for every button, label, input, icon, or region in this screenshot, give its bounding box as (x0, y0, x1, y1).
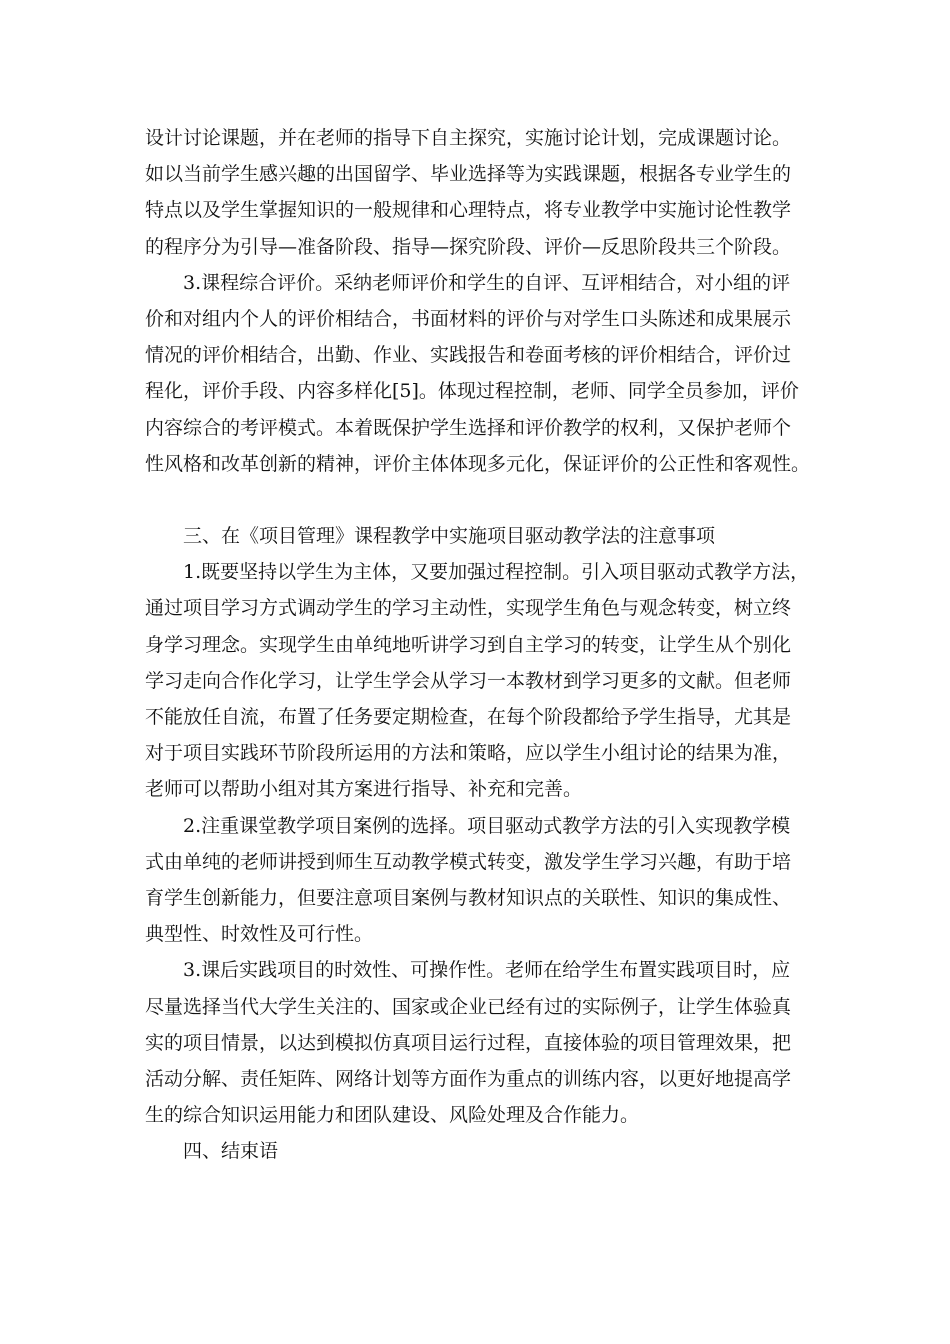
paragraph-practice-projects (145, 952, 835, 1133)
text-line: 对于项目实践环节阶段所运用的方法和策略，应以学生小组讨论的结果为准， (145, 742, 792, 765)
text-line: 3.课程综合评价。采纳老师评价和学生的自评、互评相结合，对小组的评 (183, 271, 791, 294)
text-line: 身学习理念。实现学生由单纯地听讲学习到自主学习的转变，让学生从个别化 (145, 633, 792, 656)
text-line: 通过项目学习方式调动学生的学习主动性，实现学生角色与观念转变，树立终 (145, 597, 792, 620)
text-line: 2.注重课堂教学项目案例的选择。项目驱动式教学方法的引入实现教学模 (183, 814, 791, 837)
text-line: 育学生创新能力，但要注意项目案例与教材知识点的关联性、知识的集成性、 (145, 886, 792, 909)
text-line: 活动分解、责任矩阵、网络计划等方面作为重点的训练内容，以更好地提高学 (145, 1067, 792, 1090)
text-line: 特点以及学生掌握知识的一般规律和心理特点，将专业教学中实施讨论性教学 (145, 199, 792, 222)
text-line: 生的综合知识运用能力和团队建设、风险处理及合作能力。 (145, 1104, 640, 1127)
section-gap (145, 482, 835, 518)
text-line: 程化，评价手段、内容多样化[5]。体现过程控制，老师、同学全员参加，评价 (145, 380, 799, 403)
text-line: 学习走向合作化学习，让学生学会从学习一本教材到学习更多的文献。但老师 (145, 669, 792, 692)
document-body (145, 120, 835, 1169)
text-line: 老师可以帮助小组对其方案进行指导、补充和完善。 (145, 778, 583, 801)
text-line: 如以当前学生感兴趣的出国留学、毕业选择等为实践课题，根据各专业学生的 (145, 163, 792, 186)
text-line: 3.课后实践项目的时效性、可操作性。老师在给学生布置实践项目时，应 (183, 959, 791, 982)
text-line: 1.既要坚持以学生为主体，又要加强过程控制。引入项目驱动式教学方法， (183, 561, 810, 584)
text-line: 尽量选择当代大学生关注的、国家或企业已经有过的实际例子，让学生体验真 (145, 995, 792, 1018)
text-line: 设计讨论课题，并在老师的指导下自主探究，实施讨论计划，完成课题讨论。 (145, 127, 792, 149)
text-line: 典型性、时效性及可行性。 (145, 923, 374, 946)
text-line: 内容综合的考评模式。本着既保护学生选择和评价教学的权利，又保护老师个 (145, 416, 792, 439)
text-line: 价和对组内个人的评价相结合，书面材料的评价与对学生口头陈述和成果展示 (145, 307, 792, 330)
text-line: 不能放任自流，布置了任务要定期检查，在每个阶段都给予学生指导，尤其是 (145, 706, 792, 728)
paragraph-course-evaluation (145, 265, 835, 482)
section-heading-four: 四、结束语 (183, 1140, 279, 1163)
paragraph-case-selection (145, 808, 835, 953)
text-line: 实的项目情景，以达到模拟仿真项目运行过程，直接体验的项目管理效果，把 (145, 1031, 792, 1054)
paragraph-student-centered (145, 554, 835, 807)
text-line: 情况的评价相结合，出勤、作业、实践报告和卷面考核的评价相结合，评价过 (145, 344, 792, 367)
paragraph-discussion-topic (145, 120, 835, 265)
text-line: 式由单纯的老师讲授到师生互动教学模式转变，激发学生学习兴趣，有助于培 (145, 850, 792, 873)
text-line: 的程序分为引导—准备阶段、指导—探究阶段、评价—反思阶段共三个阶段。 (145, 235, 792, 258)
text-line: 性风格和改革创新的精神，评价主体体现多元化，保证评价的公正性和客观性。 (145, 452, 811, 475)
section-heading-three: 三、在《项目管理》课程教学中实施项目驱动教学法的注意事项 (183, 525, 716, 548)
